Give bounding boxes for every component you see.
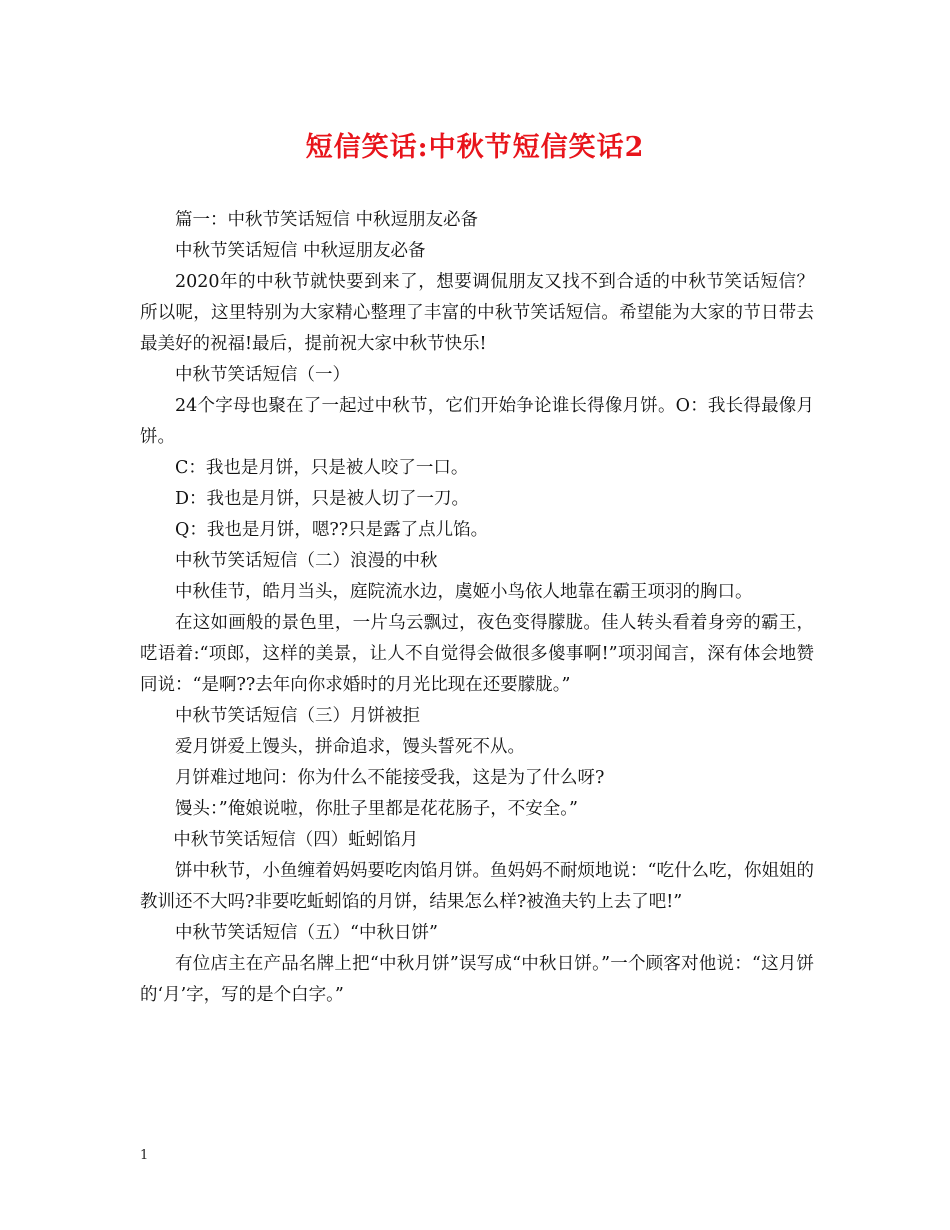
paragraph: 中秋节笑话短信（二）浪漫的中秋	[175, 551, 438, 571]
paragraph: 饼中秋节，小鱼缠着妈妈要吃肉馅月饼。鱼妈妈不耐烦地说：“吃什么吃，你姐姐的教训还不大吗?非要吃蚯蚓馅的月饼，结果怎么样?被渔夫钓上去了吧!”	[140, 861, 814, 912]
paragraph: 中秋节笑话短信（五）“中秋日饼”	[175, 923, 438, 943]
paragraph: 24个字母也聚在了一起过中秋节，它们开始争论谁长得像月饼。O：我长得最像月饼。	[140, 396, 814, 447]
document-title: 短信笑话:中秋节短信笑话2	[305, 132, 645, 163]
paragraph: 中秋佳节，皓月当头，庭院流水边，虞姬小鸟依人地靠在霸王项羽的胸口。	[175, 582, 753, 602]
paragraph: D：我也是月饼，只是被人切了一刀。	[175, 489, 470, 509]
paragraph: 爱月饼爱上馒头，拼命追求，馒头誓死不从。	[175, 737, 525, 757]
page-number: 1	[140, 1148, 149, 1163]
paragraph: 中秋节笑话短信（三）月饼被拒	[175, 706, 420, 726]
paragraph: 中秋节笑话短信（四）蚯蚓馅月	[173, 830, 419, 850]
paragraph: 在这如画般的景色里，一片乌云飘过，夜色变得朦胧。佳人转头看着身旁的霸王，呓语着:“项郎，这样的美景，让人不自觉得会做很多傻事啊!”项羽闻言，深有体会地赞同说：“是啊??去年向你求婚时的月光比现在还要朦胧。”	[140, 613, 814, 695]
paragraph: C：我也是月饼，只是被人咬了一口。	[175, 458, 469, 478]
paragraph: Q：我也是月饼，嗯??只是露了点儿馅。	[175, 520, 489, 540]
paragraph: 月饼难过地问：你为什么不能接受我，这是为了什么呀?	[175, 768, 605, 788]
paragraph: 中秋节笑话短信（一）	[175, 365, 350, 385]
paragraph: 中秋节笑话短信 中秋逗朋友必备	[175, 241, 426, 261]
document-body	[140, 205, 814, 1011]
paragraph: 篇一：中秋节笑话短信 中秋逗朋友必备	[175, 210, 479, 230]
paragraph: 馒头：”俺娘说啦，你肚子里都是花花肠子，不安全。”	[175, 799, 578, 819]
paragraph: 2020年的中秋节就快要到来了，想要调侃朋友又找不到合适的中秋节笑话短信？所以呢，这里特别为大家精心整理了丰富的中秋节笑话短信。希望能为大家的节日带去最美好的祝福!最后，提前祝大家中秋节快乐!	[140, 272, 814, 354]
paragraph: 有位店主在产品名牌上把“中秋月饼”误写成“中秋日饼。”一个顾客对他说：“这月饼的‘月’字，写的是个白字。”	[140, 954, 814, 1005]
